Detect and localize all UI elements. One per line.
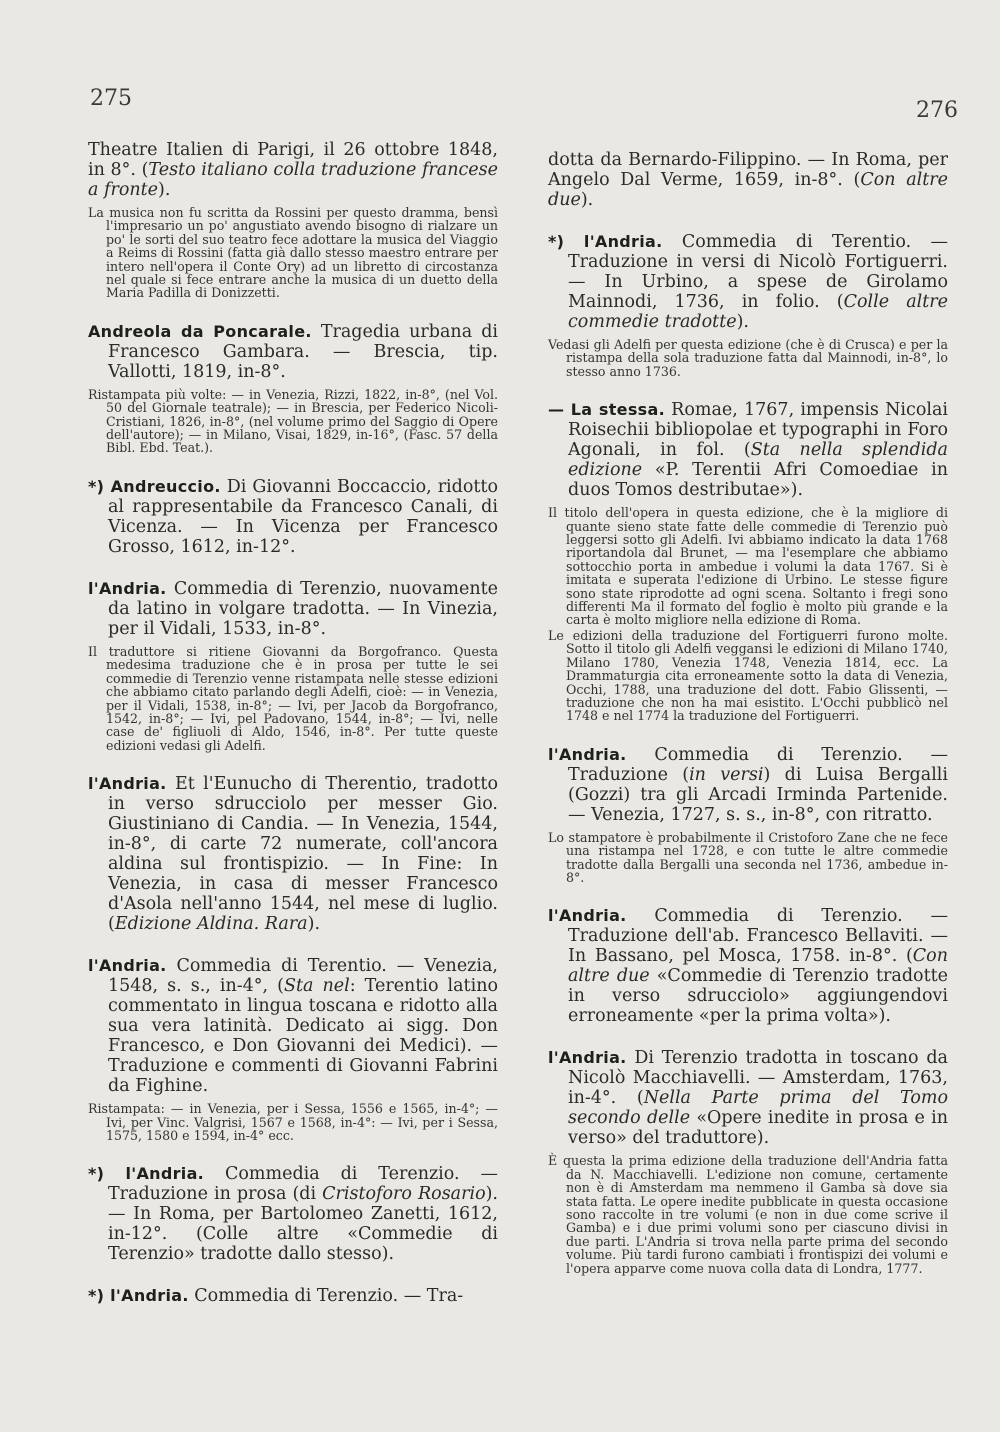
entry-text xyxy=(548,232,948,332)
bibliography-entry xyxy=(548,906,948,1026)
entry-headword: — La stessa. xyxy=(548,400,665,420)
entry-italic: Con altre due xyxy=(568,946,948,987)
entry-body: Tragedia urbana di Francesco Gambara. — Brescia, tip. Vallotti, 1819, in-8°. xyxy=(108,321,498,382)
entry-text xyxy=(88,774,498,934)
entry-headword: l'Andria. xyxy=(88,578,167,598)
entry-body-end: : Terentio latino commentato in lingua toscana e ridotto alla sua vera latinità. Dedicato ai sigg. Don Francesco, e Don Giovanni dei Medici). — Traduzione e commenti di Giovanni Fabrini da Fighine. xyxy=(108,976,498,1097)
left-column xyxy=(88,140,498,1328)
bibliography-entry xyxy=(548,629,948,723)
entry-italic: Testo italiano colla traduzione francese a fronte xyxy=(88,160,498,200)
entry-body-end: «Commedie di Terenzio tradotte in verso sdrucciolo» aggiungendovi erroneamente «per la prima volta»). xyxy=(568,966,948,1027)
entry-body-end: «Opere inedite in prosa e in verso» del traduttore). xyxy=(568,1108,949,1149)
entry-headword: l'Andria. xyxy=(548,744,627,764)
entry-headword: l'Andria. xyxy=(548,1048,627,1068)
entry-body: Di Terenzio tradotta in toscano da Nicolò Macchiavelli. — Amsterdam, 1763, in-4°. ( xyxy=(568,1048,948,1109)
entry-italic: Con altre due xyxy=(548,170,948,210)
bibliography-entry xyxy=(548,150,948,210)
entry-headword: l'Andria. xyxy=(88,956,167,976)
page-number-left: 275 xyxy=(90,86,132,111)
bibliography-entry xyxy=(88,774,498,934)
entry-text xyxy=(88,322,498,382)
entry-text xyxy=(548,150,948,210)
entry-body: Commedia di Terenzio. — Traduzione ( xyxy=(568,744,948,785)
entry-body-end: «P. Terentii Afri Comoediae in duos Tomos destributae»). xyxy=(568,460,948,501)
entry-body-end: ). — In Roma, per Bartolomeo Zanetti, 1612, in-12°. (Colle altre «Commedie di Terenzio» tradotte dallo stesso). xyxy=(108,1184,498,1265)
entry-body: Commedia di Terentio. — Venezia, 1548, s. s., in-4°, ( xyxy=(108,956,498,997)
entry-headword: *) Andreuccio. xyxy=(88,476,221,496)
entry-body-end: ). xyxy=(307,914,321,935)
entry-body: Commedia di Terenzio. — Traduzione in prosa (di xyxy=(108,1164,498,1205)
entry-note: La musica non fu scritta da Rossini per questo dramma, bensì l'impresario un po' angustiato avendo bisogno di rialzare un po' le sorti del suo teatro fece adottare la musica del Viaggio a Reims di Rossini (fatta già dallo stesso maestro entrare per intero nell'opera il Conte Ory) ad un libretto di circostanza nel quale si fece entrare anche la musica di un duetto della Maria Padilla di Donizzetti. xyxy=(88,205,498,301)
entry-italic: Colle altre commedie tradotte xyxy=(568,292,948,332)
entry-text xyxy=(88,1164,498,1264)
bibliography-entry xyxy=(88,477,498,557)
entry-body-end: ). xyxy=(580,190,594,210)
entry-text xyxy=(88,140,498,200)
entry-body-end: ) di Luisa Bergalli (Gozzi) tra gli Arcadi Irminda Partenide. — Venezia, 1727, s. s., in-8°, con ritratto. xyxy=(568,764,948,825)
entry-body: Commedia di Terenzio, nuovamente da latino in volgare tradotta. — In Vinezia, per il Vidali, 1533, in-8°. xyxy=(108,578,498,639)
entry-body: Commedia di Terenzio. — Tra- xyxy=(188,1286,464,1307)
entry-headword: *) l'Andria. xyxy=(88,1164,205,1184)
bibliography-entry xyxy=(548,400,948,627)
entry-note: Il titolo dell'opera in questa edizione, che è la migliore di quante sieno state fatte delle commedie di Terenzio può leggersi sotto gli Adelfi. Ivi abbiamo indicato la data 1768 riportandola dal Brunet, — ma l'esemplare che abbiamo sottocchio porta in ambedue i volumi la data 1767. Si è imitata e superata l'edizione di Urbino. Le stesse figure sono state riprodotte ad ogni scena. Soltanto i fregi sono differenti Ma il formato del foglio è molto più grande e la carta è molto migliore nella edizione di Roma. xyxy=(548,505,948,628)
entry-text xyxy=(548,400,948,500)
entry-italic: Sta nella splendida edizione xyxy=(568,440,948,481)
bibliography-entry xyxy=(88,322,498,455)
entry-body: Theatre Italien di Parigi, il 26 ottobre 1848, in 8°. ( xyxy=(88,140,498,180)
entry-text xyxy=(548,745,948,825)
entry-note: È questa la prima edizione della traduzione dell'Andria fatta da N. Macchiavelli. L'edizione non comune, certamente non è di Amsterdam ma nemmeno il Gamba sà dove sia stata fatta. Le opere inedite pubblicate in questa occasione sono raccolte in tre volumi (e non in due come scrive il Gamba) e i due primi volumi sono per ciascuno divisi in due parti. L'Andria si trova nella parte prima del secondo volume. Più tardi furono cambiati i frontispizi dei volumi e l'opera apparve come nuova colla data di Londra, 1777. xyxy=(548,1153,948,1276)
entry-note: Vedasi gli Adelfi per questa edizione (che è di Crusca) e per la ristampa della sola traduzione fatta dal Mainnodi, in-8°, lo stesso anno 1736. xyxy=(548,337,948,379)
entry-text xyxy=(548,906,948,1026)
entry-italic: Nella Parte prima del Tomo secondo delle xyxy=(568,1088,948,1129)
entry-headword: *) l'Andria. xyxy=(88,1286,189,1306)
entry-body: Commedia di Terentio. — Traduzione in versi di Nicolò Fortiguerri. — In Urbino, a spese de Girolamo Mainnodi, 1736, in folio. ( xyxy=(568,232,948,312)
entry-body: dotta da Bernardo-Filippino. — In Roma, per Angelo Dal Verme, 1659, in-8°. ( xyxy=(548,150,948,190)
entry-body-end: ). xyxy=(736,312,749,332)
entry-body: Et l'Eunucho di Therentio, tradotto in verso sdrucciolo per messer Gio. Giustiniano di Candia. — In Venezia, 1544, in-8°, di carte 72 numerate, coll'ancora aldina sul frontispizio. — In Fine: In Venezia, in casa di messer Francesco d'Asola nell'anno 1544, nel mese di luglio. ( xyxy=(108,774,498,935)
entry-italic: in versi xyxy=(689,764,764,785)
entry-headword: l'Andria. xyxy=(548,906,627,926)
entry-body: Di Giovanni Boccaccio, ridotto al rappresentabile da Francesco Canali, di Vicenza. — In Vicenza per Francesco Grosso, 1612, in-12°. xyxy=(108,476,498,557)
entry-italic: Sta nel xyxy=(283,976,350,997)
entry-text xyxy=(88,956,498,1096)
entry-italic: Cristoforo Rosario xyxy=(322,1184,486,1205)
entry-headword: *) l'Andria. xyxy=(548,232,663,251)
entry-note: Il traduttore si ritiene Giovanni da Borgofranco. Questa medesima traduzione che è in prosa per tutte le sei commedie di Terenzio venne ristampata nelle stesse edizioni che abbiamo citato parlando degli Adelfi, cioè: — in Venezia, per il Vidali, 1538, in-8°; — Ivi, per Jacob da Borgofranco, 1542, in-8°; — Ivi, pel Padovano, 1544, in-8°; — Ivi, nelle case de' figliuoli di Aldo, 1546, in-8°. Per tutte queste edizioni vedasi gli Adelfi. xyxy=(88,643,498,753)
entry-body: Commedia di Terenzio. — Traduzione dell'ab. Francesco Bellaviti. — In Bassano, pel Mosca, 1758. in-8°. ( xyxy=(568,906,948,967)
bibliography-entry xyxy=(88,1164,498,1264)
bibliography-entry xyxy=(88,956,498,1142)
entry-text xyxy=(88,579,498,639)
entry-note: Le edizioni della traduzione del Fortiguerri furono molte. Sotto il titolo gli Adelfi veggansi le edizioni di Milano 1740, Milano 1780, Venezia 1748, Venezia 1814, ecc. La Drammaturgia cita erroneamente sotto la data di Venezia, Occhi, 1788, una traduzione del dott. Fabio Glissenti, — traduzione che non ha mai esistito. L'Occhi pubblicò nel 1748 e nel 1774 la traduzione del Fortiguerri. xyxy=(548,627,948,724)
entry-body: Romae, 1767, impensis Nicolai Roisechii bibliopolae et typographi in Foro Agonali, in fol. ( xyxy=(568,400,948,461)
entry-text xyxy=(548,1048,948,1148)
bibliography-entry xyxy=(548,232,948,378)
bibliography-entry xyxy=(88,1286,498,1306)
entry-headword: Andreola da Poncarale. xyxy=(88,321,312,341)
entry-note: Lo stampatore è probabilmente il Cristoforo Zane che ne fece una ristampa nel 1728, e con tutte le altre commedie tradotte dalla Bergalli una seconda nel 1736, ambedue in-8°. xyxy=(548,829,948,885)
entry-note: Ristampata: — in Venezia, per i Sessa, 1556 e 1565, in-4°; — Ivi, per Vinc. Valgrisi, 1567 e 1568, in-4°: — Ivi, per i Sessa, 1575, 1580 e 1594, in-4° ecc. xyxy=(88,1101,498,1143)
entry-headword: l'Andria. xyxy=(88,774,167,794)
right-column xyxy=(548,150,948,1297)
entry-text xyxy=(88,1286,498,1306)
bibliography-entry xyxy=(88,140,498,300)
entry-note: Ristampata più volte: — in Venezia, Rizzi, 1822, in-8°, (nel Vol. 50 del Giornale teatrale); — in Brescia, per Federico Nicoli-Cristiani, 1826, in-8°, (nel volume primo del Saggio di Opere dell'autore); — in Milano, Visai, 1829, in-16°, (Fasc. 57 della Bibl. Ebd. Teat.). xyxy=(88,386,498,456)
entry-body-end: ). xyxy=(158,180,171,200)
bibliography-entry xyxy=(548,1048,948,1275)
bibliography-entry xyxy=(88,579,498,752)
entry-italic: Edizione Aldina. Rara xyxy=(114,914,308,935)
bibliography-entry xyxy=(548,745,948,885)
page-number-right: 276 xyxy=(916,98,958,123)
entry-text xyxy=(88,477,498,557)
